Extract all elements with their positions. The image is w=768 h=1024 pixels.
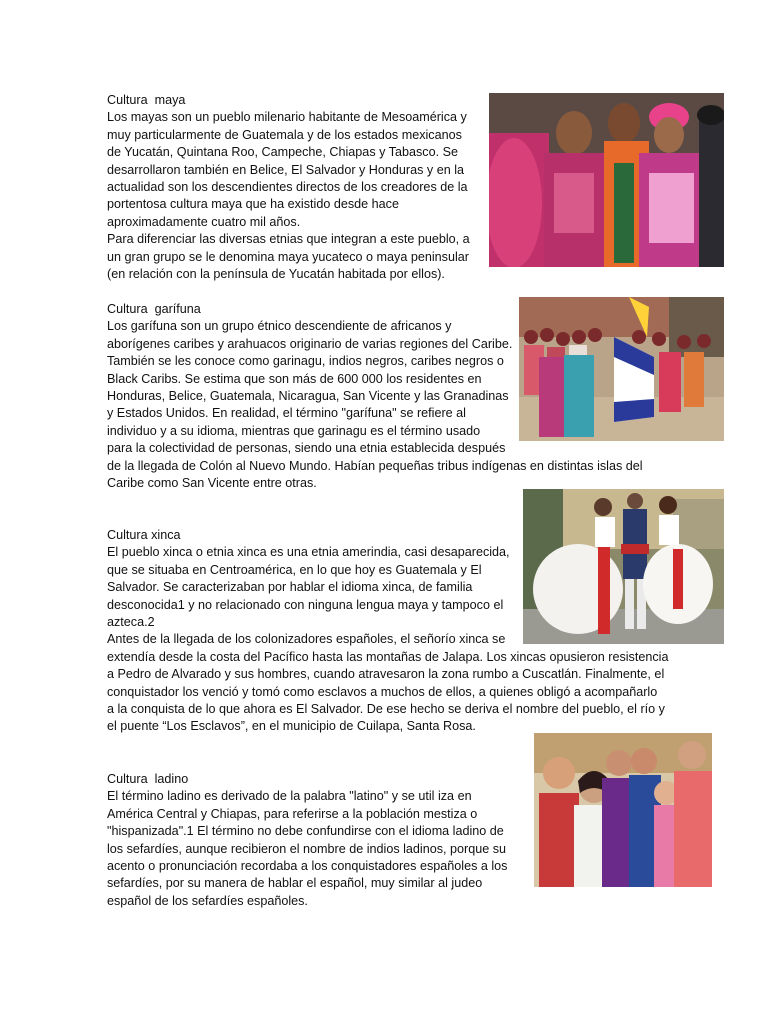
text-line: (en relación con la península de Yucatán habitada por ellos). <box>107 267 445 282</box>
text-line: El pueblo xinca o etnia xinca es una etnia amerindia, casi desaparecida, <box>107 545 510 560</box>
xinca-dancers-photo <box>523 489 724 644</box>
ladino-family-photo <box>534 733 712 887</box>
text-line: aproximadamente cuatro mil años. <box>107 214 301 229</box>
section-maya <box>107 92 487 283</box>
paragraph-maya-2 <box>107 231 487 283</box>
text-line: portentosa cultura maya que ha existido desde hace <box>107 197 399 212</box>
text-line: América Central y Chiapas, para referirse a la población mestiza o <box>107 806 478 821</box>
text-line: que se situaba en Centroamérica, en lo que hoy es Guatemala y El <box>107 562 482 577</box>
text-line: También se les conoce como garinagu, indios negros, caribes negros o <box>107 354 504 369</box>
text-line: desarrollaron también en Belice, El Salvador y Honduras y en la <box>107 162 465 177</box>
text-line: Honduras, Belice, Guatemala, Nicaragua, San Vicente y las Granadinas <box>107 389 509 404</box>
text-line: Black Caribs. Se estima que son más de 600 000 los residentes en <box>107 371 482 386</box>
garifuna-parade-photo <box>519 297 724 441</box>
text-line: conquistador los venció y tomó como esclavos a muchos de ellos, a quienes obligó a acompañarlo <box>107 684 658 699</box>
text-line: aborígenes caribes y arahuacos originario de varias regiones del Caribe. <box>107 336 513 351</box>
section-ladino <box>107 771 517 910</box>
text-line: actualidad son los descendientes directos de los creadores de la <box>107 180 468 195</box>
text-line: El término ladino es derivado de la palabra "latino" y se util iza en <box>107 789 472 804</box>
text-line: un gran grupo se le denomina maya yucateco o maya peninsular <box>107 249 469 264</box>
text-line: Los garífuna son un grupo étnico descendiente de africanos y <box>107 319 452 334</box>
paragraph-xinca-2 <box>107 631 667 735</box>
text-line: Para diferenciar las diversas etnias que integran a este pueblo, a <box>107 232 470 247</box>
text-line: para la colectividad de personas, siendo una etnia establecida después <box>107 441 506 456</box>
text-line: acento o pronunciación recordaba a los conquistadores españoles a los <box>107 859 508 874</box>
section-title-garifuna: Cultura garífuna <box>107 302 201 316</box>
paragraph-ladino <box>107 788 517 910</box>
text-line: muy particularmente de Guatemala y de los estados mexicanos <box>107 127 462 142</box>
text-line: azteca.2 <box>107 615 155 630</box>
text-line: "hispanizada".1 El término no debe confundirse con el idioma ladino de <box>107 824 504 839</box>
section-title-maya: Cultura maya <box>107 93 186 107</box>
paragraph-maya-1 <box>107 109 487 231</box>
text-line: individuo y a su idioma, mientras que garinagu es el término usado <box>107 423 481 438</box>
text-line: Antes de la llegada de los colonizadores españoles, el señorío xinca se <box>107 632 506 647</box>
section-title-xinca: Cultura xinca <box>107 528 181 542</box>
text-line: desconocida1 y no relacionado con ninguna lengua maya y tampoco el <box>107 597 504 612</box>
text-line: extendía desde la costa del Pacífico hasta las montañas de Jalapa. Los xincas opusieron resistencia <box>107 649 669 664</box>
section-title-ladino: Cultura ladino <box>107 772 189 786</box>
text-line: los sefardíes, aunque recibieron el nombre de indios ladinos, porque su <box>107 841 507 856</box>
maya-women-photo <box>489 93 724 267</box>
text-line: de la llegada de Colón al Nuevo Mundo. Habían pequeñas tribus indígenas en distintas islas del <box>107 458 643 473</box>
text-line: a la conquista de lo que ahora es El Salvador. De ese hecho se deriva el nombre del pueblo, el río y <box>107 702 665 717</box>
text-line: el puente “Los Esclavos”, en el municipio de Cuilapa, Santa Rosa. <box>107 719 476 734</box>
text-line: Caribe como San Vicente entre otras. <box>107 476 317 491</box>
text-line: español de los sefardíes españoles. <box>107 893 308 908</box>
text-line: Salvador. Se caracterizaban por hablar el idioma xinca, de familia <box>107 580 473 595</box>
text-line: sefardíes, por su manera de hablar el español, muy similar al judeo <box>107 876 483 891</box>
text-line: y Estados Unidos. En realidad, el término "garífuna" se refiere al <box>107 406 466 421</box>
text-line: Los mayas son un pueblo milenario habitante de Mesoamérica y <box>107 110 467 125</box>
text-line: a Pedro de Alvarado y sus hombres, cuando atravesaron la zona rumbo a Cuscatlán. Finalmente, el <box>107 667 665 682</box>
text-line: de Yucatán, Quintana Roo, Campeche, Chiapas y Tabasco. Se <box>107 145 458 160</box>
